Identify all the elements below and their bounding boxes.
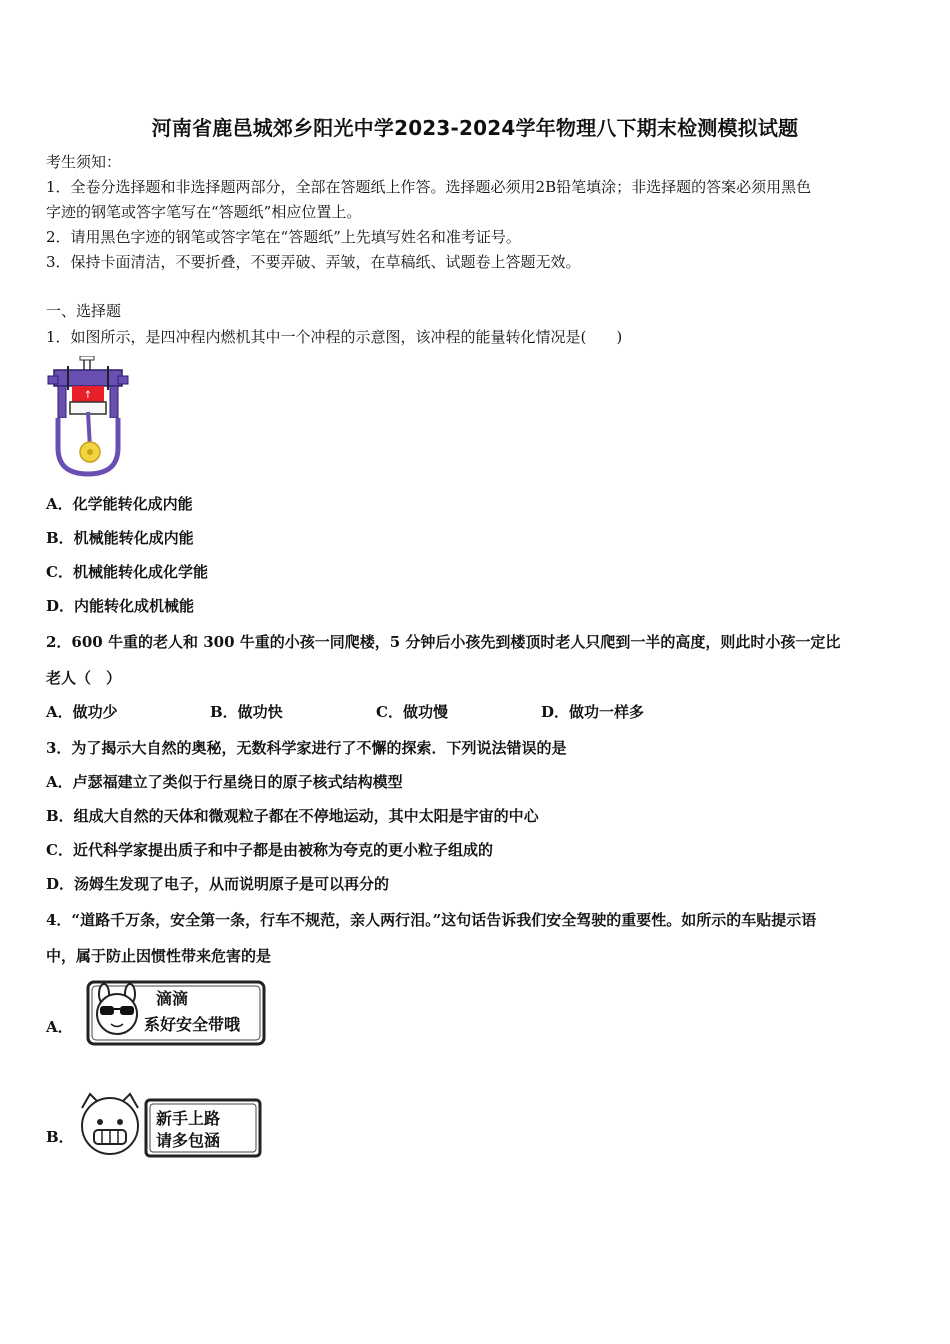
question-2-option-d: D．做功一样多 xyxy=(541,703,645,721)
question-2-option-a: A．做功少 xyxy=(46,703,118,721)
question-3-option-b: B．组成大自然的天体和微观粒子都在不停地运动，其中太阳是宇宙的中心 xyxy=(46,807,539,825)
svg-text:↑: ↑ xyxy=(83,390,93,401)
question-4-option-b-label: B． xyxy=(46,1128,74,1146)
question-1-option-d: D．内能转化成机械能 xyxy=(46,597,195,615)
question-1-option-c: C．机械能转化成化学能 xyxy=(46,563,208,581)
sticker-a-figure xyxy=(84,978,268,1048)
sticker-a-line-1: 滴滴 xyxy=(156,989,189,1008)
question-3-option-c: C．近代科学家提出质子和中子都是由被称为夸克的更小粒子组成的 xyxy=(46,841,493,859)
question-2-stem-line-1: 2．600 牛重的老人和 300 牛重的小孩一同爬楼，5 分钟后小孩先到楼顶时老人只爬到一半的高度，则此时小孩一定比 xyxy=(46,633,841,651)
engine-stroke-figure xyxy=(46,356,130,478)
notice-line-4: 3．保持卡面清洁，不要折叠，不要弄破、弄皱，在草稿纸、试题卷上答题无效。 xyxy=(46,253,581,271)
sticker-b-line-2: 请多包涵 xyxy=(156,1131,221,1150)
question-3-option-d: D．汤姆生发现了电子，从而说明原子是可以再分的 xyxy=(46,875,390,893)
notice-line-1: 1．全卷分选择题和非选择题两部分，全部在答题纸上作答。选择题必须用2B铅笔填涂；非选择题的答案必须用黑色 xyxy=(46,178,812,196)
question-4-option-a-label: A． xyxy=(46,1018,73,1036)
notice-line-2: 字迹的钢笔或答字笔写在“答题纸”相应位置上。 xyxy=(46,203,362,221)
notice-heading: 考生须知： xyxy=(46,153,122,171)
question-1-option-b: B．机械能转化成内能 xyxy=(46,529,194,547)
page-title: 河南省鹿邑城郊乡阳光中学2023-2024学年物理八下期末检测模拟试题 xyxy=(151,116,799,140)
question-2-stem-line-2: 老人（ ） xyxy=(46,669,122,687)
sticker-a-line-2: 系好安全带哦 xyxy=(144,1015,241,1034)
question-1-option-a: A．化学能转化成内能 xyxy=(46,495,193,513)
sticker-b-figure xyxy=(72,1090,264,1162)
question-3-stem: 3．为了揭示大自然的奥秘，无数科学家进行了不懈的探索．下列说法错误的是 xyxy=(46,739,567,757)
question-4-stem-line-1: 4．“道路千万条，安全第一条，行车不规范，亲人两行泪。”这句话告诉我们安全驾驶的重要性。如所示的车贴提示语 xyxy=(46,911,817,929)
question-2-option-c: C．做功慢 xyxy=(376,703,448,721)
question-4-stem-line-2: 中，属于防止因惯性带来危害的是 xyxy=(46,947,272,965)
sticker-b-line-1: 新手上路 xyxy=(156,1109,221,1128)
question-2-option-b: B．做功快 xyxy=(210,703,283,721)
question-1-stem: 1．如图所示，是四冲程内燃机其中一个冲程的示意图，该冲程的能量转化情况是( ) xyxy=(46,328,623,346)
notice-line-3: 2．请用黑色字迹的钢笔或答字笔在“答题纸”上先填写姓名和准考证号。 xyxy=(46,228,521,246)
section-heading: 一、选择题 xyxy=(46,302,122,320)
question-3-option-a: A．卢瑟福建立了类似于行星绕日的原子核式结构模型 xyxy=(46,773,403,791)
